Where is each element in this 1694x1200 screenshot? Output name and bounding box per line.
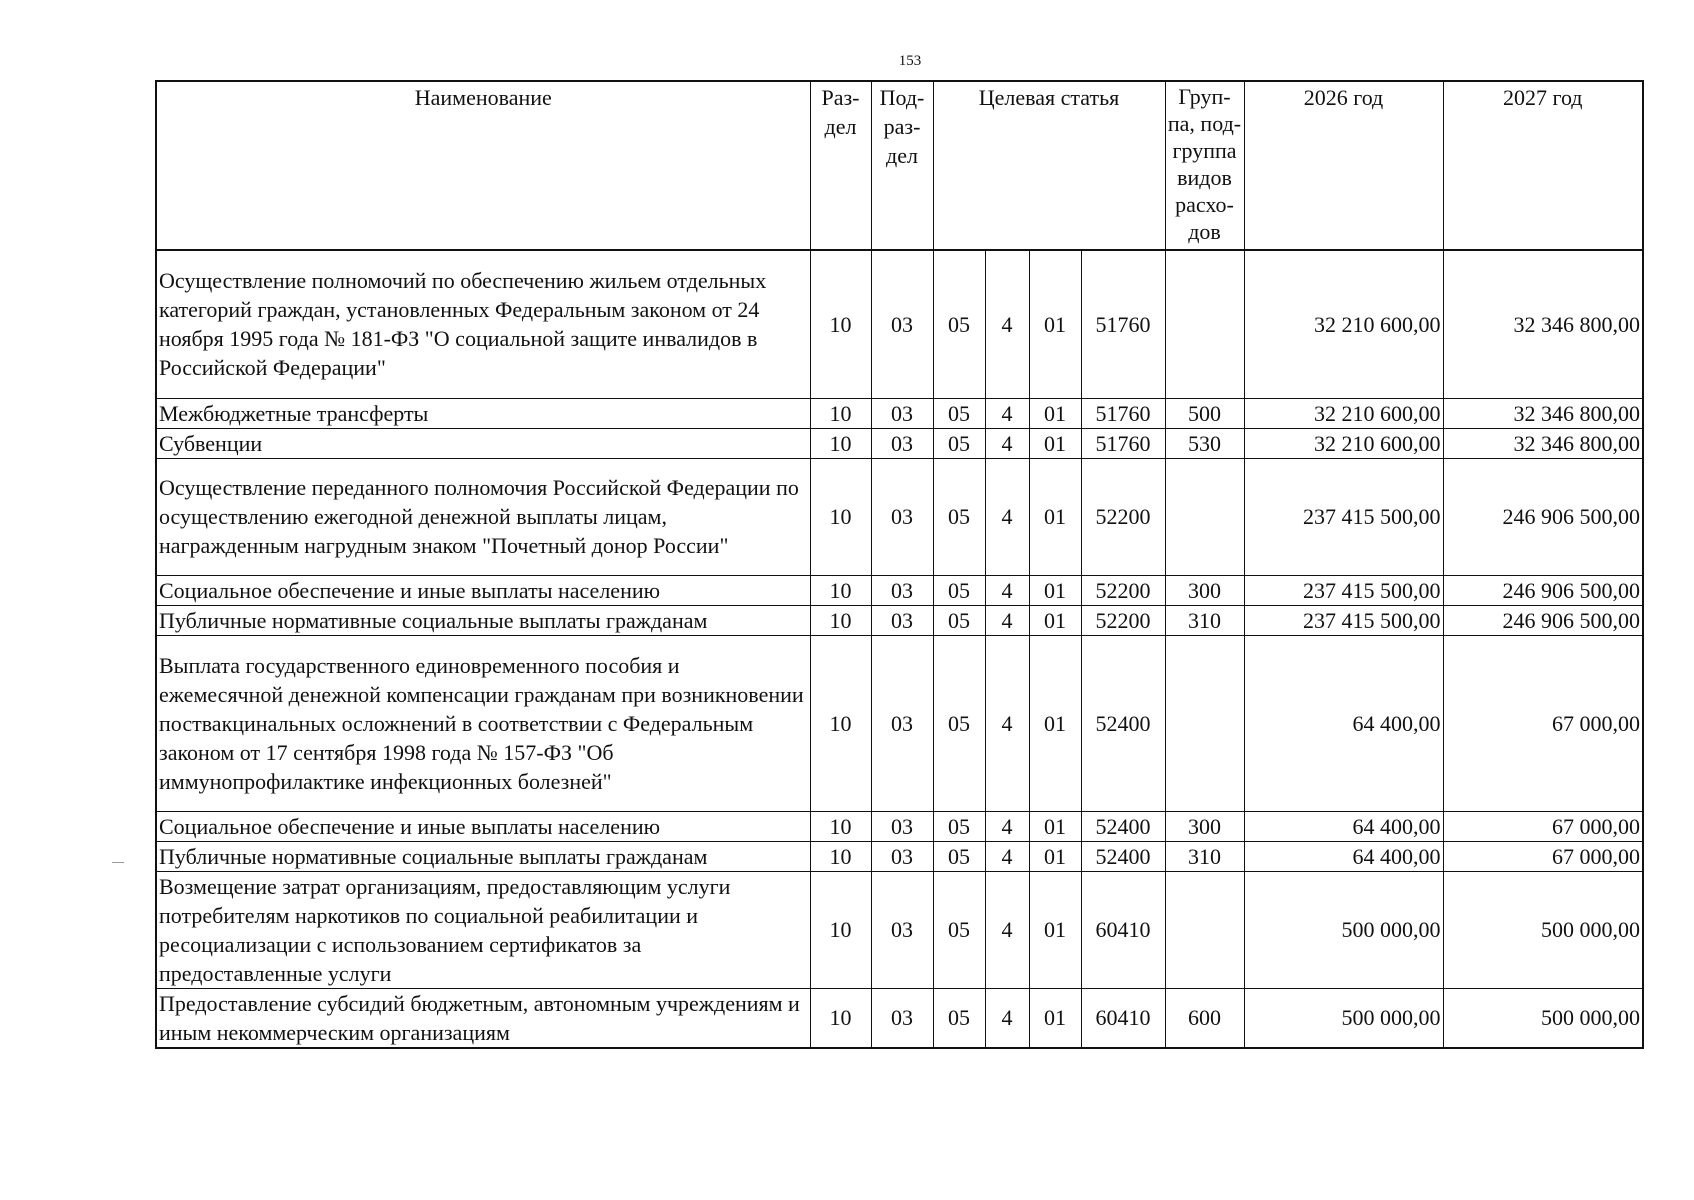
cell-cs1: 05 xyxy=(933,635,985,811)
header-target-article: Целевая статья xyxy=(933,81,1165,250)
scan-mark xyxy=(112,862,124,863)
table-row xyxy=(156,575,1643,605)
table-row xyxy=(156,458,1643,575)
header-year-2027: 2027 год xyxy=(1443,81,1643,250)
header-section: Раз- дел xyxy=(810,81,871,250)
cell-cs1: 05 xyxy=(933,871,985,988)
cell-rz: 10 xyxy=(810,841,871,871)
cell-cs2: 4 xyxy=(985,811,1029,841)
cell-rz: 10 xyxy=(810,428,871,458)
cell-cs2: 4 xyxy=(985,988,1029,1048)
cell-cs2: 4 xyxy=(985,841,1029,871)
cell-cs4: 60410 xyxy=(1081,988,1165,1048)
cell-cs1: 05 xyxy=(933,428,985,458)
cell-rz: 10 xyxy=(810,250,871,398)
cell-y2027: 500 000,00 xyxy=(1443,871,1643,988)
cell-y2027: 246 906 500,00 xyxy=(1443,458,1643,575)
cell-rz: 10 xyxy=(810,605,871,635)
cell-y2026: 64 400,00 xyxy=(1244,841,1443,871)
cell-pr: 03 xyxy=(871,575,933,605)
cell-cs4: 52200 xyxy=(1081,605,1165,635)
cell-name: Публичные нормативные социальные выплаты гражданам xyxy=(156,841,810,871)
table-row xyxy=(156,988,1643,1048)
cell-pr: 03 xyxy=(871,811,933,841)
cell-cs4: 52400 xyxy=(1081,635,1165,811)
cell-y2026: 237 415 500,00 xyxy=(1244,575,1443,605)
cell-rz: 10 xyxy=(810,811,871,841)
cell-y2027: 32 346 800,00 xyxy=(1443,428,1643,458)
cell-name: Осуществление полномочий по обеспечению жильем отдельных категорий граждан, установленных Федеральным законом от 24 ноября 1995 года № 181-ФЗ "О социальной защите инвалидов в Российской Федерации" xyxy=(156,250,810,398)
table-row xyxy=(156,398,1643,428)
cell-pr: 03 xyxy=(871,458,933,575)
cell-pr: 03 xyxy=(871,605,933,635)
cell-cs2: 4 xyxy=(985,250,1029,398)
cell-y2026: 500 000,00 xyxy=(1244,871,1443,988)
cell-vr: 300 xyxy=(1165,575,1244,605)
cell-cs4: 52200 xyxy=(1081,575,1165,605)
cell-y2026: 32 210 600,00 xyxy=(1244,250,1443,398)
cell-cs1: 05 xyxy=(933,811,985,841)
cell-cs2: 4 xyxy=(985,458,1029,575)
cell-cs3: 01 xyxy=(1029,988,1081,1048)
cell-cs2: 4 xyxy=(985,398,1029,428)
cell-vr: 530 xyxy=(1165,428,1244,458)
table-row xyxy=(156,635,1643,811)
cell-cs2: 4 xyxy=(985,575,1029,605)
cell-rz: 10 xyxy=(810,871,871,988)
cell-y2027: 67 000,00 xyxy=(1443,635,1643,811)
cell-y2027: 246 906 500,00 xyxy=(1443,605,1643,635)
cell-rz: 10 xyxy=(810,398,871,428)
cell-cs4: 51760 xyxy=(1081,428,1165,458)
cell-y2026: 237 415 500,00 xyxy=(1244,605,1443,635)
cell-vr xyxy=(1165,871,1244,988)
cell-cs4: 51760 xyxy=(1081,398,1165,428)
cell-pr: 03 xyxy=(871,250,933,398)
budget-table xyxy=(155,80,1644,1049)
cell-rz: 10 xyxy=(810,988,871,1048)
cell-y2026: 237 415 500,00 xyxy=(1244,458,1443,575)
cell-cs4: 52400 xyxy=(1081,841,1165,871)
cell-cs4: 60410 xyxy=(1081,871,1165,988)
cell-pr: 03 xyxy=(871,428,933,458)
cell-cs1: 05 xyxy=(933,575,985,605)
header-name: Наименование xyxy=(156,81,810,250)
cell-rz: 10 xyxy=(810,635,871,811)
cell-vr xyxy=(1165,458,1244,575)
cell-pr: 03 xyxy=(871,988,933,1048)
cell-cs4: 52200 xyxy=(1081,458,1165,575)
header-year-2026: 2026 год xyxy=(1244,81,1443,250)
cell-y2027: 67 000,00 xyxy=(1443,811,1643,841)
table-header-row xyxy=(156,81,1643,250)
cell-y2027: 246 906 500,00 xyxy=(1443,575,1643,605)
cell-cs3: 01 xyxy=(1029,635,1081,811)
cell-cs3: 01 xyxy=(1029,398,1081,428)
cell-vr: 300 xyxy=(1165,811,1244,841)
cell-rz: 10 xyxy=(810,575,871,605)
cell-vr: 310 xyxy=(1165,605,1244,635)
cell-cs1: 05 xyxy=(933,605,985,635)
table-row xyxy=(156,250,1643,398)
cell-name: Осуществление переданного полномочия Российской Федерации по осуществлению ежегодной денежной выплаты лицам, награжденным нагрудным знаком "Почетный донор России" xyxy=(156,458,810,575)
table-row xyxy=(156,811,1643,841)
cell-y2027: 32 346 800,00 xyxy=(1443,398,1643,428)
cell-vr xyxy=(1165,250,1244,398)
cell-name: Предоставление субсидий бюджетным, автономным учреждениям и иным некоммерческим организациям xyxy=(156,988,810,1048)
cell-cs4: 52400 xyxy=(1081,811,1165,841)
cell-vr: 500 xyxy=(1165,398,1244,428)
cell-name: Возмещение затрат организациям, предоставляющим услуги потребителям наркотиков по социальной реабилитации и ресоциализации с использованием сертификатов за предоставленные услуги xyxy=(156,871,810,988)
cell-cs3: 01 xyxy=(1029,841,1081,871)
cell-name: Социальное обеспечение и иные выплаты населению xyxy=(156,575,810,605)
header-expense-group: Груп- па, под- группа видов расхо- дов xyxy=(1165,81,1244,250)
cell-cs2: 4 xyxy=(985,428,1029,458)
cell-cs4: 51760 xyxy=(1081,250,1165,398)
cell-name: Публичные нормативные социальные выплаты гражданам xyxy=(156,605,810,635)
cell-cs1: 05 xyxy=(933,398,985,428)
cell-y2027: 500 000,00 xyxy=(1443,988,1643,1048)
cell-vr xyxy=(1165,635,1244,811)
cell-cs3: 01 xyxy=(1029,811,1081,841)
cell-cs3: 01 xyxy=(1029,250,1081,398)
header-subsection: Под- раз- дел xyxy=(871,81,933,250)
cell-y2027: 67 000,00 xyxy=(1443,841,1643,871)
cell-name: Социальное обеспечение и иные выплаты населению xyxy=(156,811,810,841)
cell-cs1: 05 xyxy=(933,988,985,1048)
cell-vr: 310 xyxy=(1165,841,1244,871)
cell-cs3: 01 xyxy=(1029,605,1081,635)
cell-cs3: 01 xyxy=(1029,428,1081,458)
cell-pr: 03 xyxy=(871,635,933,811)
table-body xyxy=(156,250,1643,1048)
cell-cs3: 01 xyxy=(1029,871,1081,988)
cell-cs3: 01 xyxy=(1029,458,1081,575)
cell-cs2: 4 xyxy=(985,871,1029,988)
page-number: 153 xyxy=(898,53,922,69)
cell-cs2: 4 xyxy=(985,635,1029,811)
cell-y2026: 32 210 600,00 xyxy=(1244,428,1443,458)
cell-name: Выплата государственного единовременного пособия и ежемесячной денежной компенсации гражданам при возникновении поствакцинальных осложнений в соответствии с Федеральным законом от 17 сентября 1998 года № 157-ФЗ "Об иммунопрофилактике инфекционных болезней" xyxy=(156,635,810,811)
cell-pr: 03 xyxy=(871,871,933,988)
cell-pr: 03 xyxy=(871,841,933,871)
cell-rz: 10 xyxy=(810,458,871,575)
cell-cs2: 4 xyxy=(985,605,1029,635)
cell-cs1: 05 xyxy=(933,841,985,871)
cell-y2027: 32 346 800,00 xyxy=(1443,250,1643,398)
cell-y2026: 500 000,00 xyxy=(1244,988,1443,1048)
cell-y2026: 64 400,00 xyxy=(1244,811,1443,841)
cell-vr: 600 xyxy=(1165,988,1244,1048)
table-row xyxy=(156,605,1643,635)
table-row xyxy=(156,871,1643,988)
cell-cs3: 01 xyxy=(1029,575,1081,605)
cell-pr: 03 xyxy=(871,398,933,428)
table-row xyxy=(156,841,1643,871)
cell-y2026: 32 210 600,00 xyxy=(1244,398,1443,428)
cell-name: Межбюджетные трансферты xyxy=(156,398,810,428)
cell-cs1: 05 xyxy=(933,250,985,398)
cell-y2026: 64 400,00 xyxy=(1244,635,1443,811)
table-row xyxy=(156,428,1643,458)
cell-cs1: 05 xyxy=(933,458,985,575)
cell-name: Субвенции xyxy=(156,428,810,458)
